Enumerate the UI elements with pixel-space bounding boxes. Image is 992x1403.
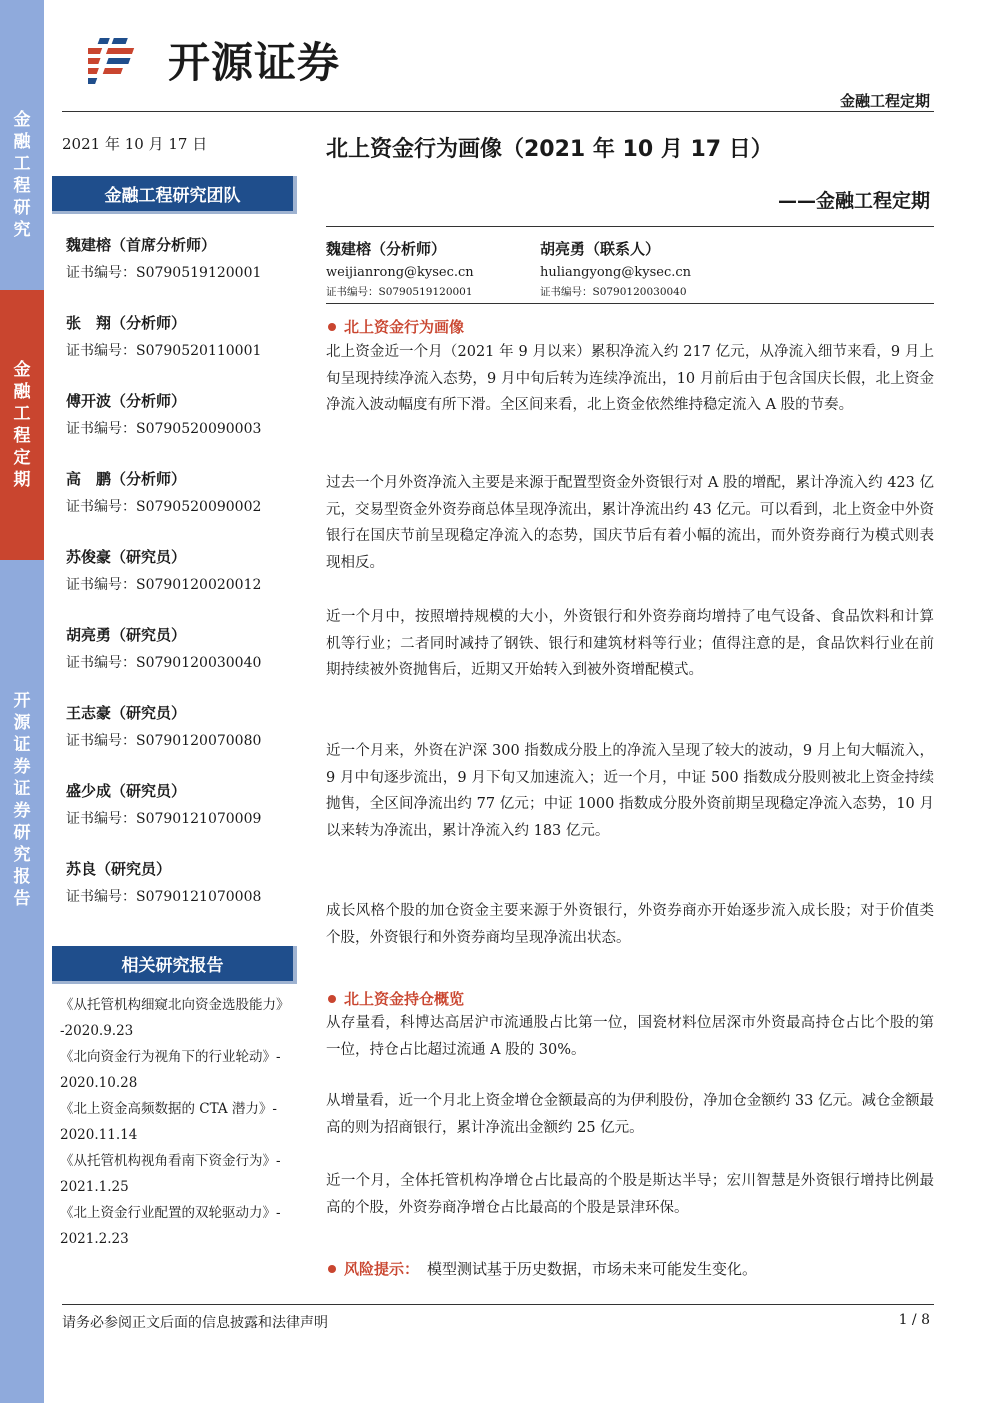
analyst-entry (66, 468, 306, 518)
analyst-cert: 证书编号：S0790120070080 (66, 733, 262, 749)
section-heading: 北上资金行为画像 (328, 316, 464, 337)
analyst-name: 王志豪（研究员） (66, 704, 187, 722)
author-cert: 证书编号：S0790519120001 (326, 286, 473, 298)
related-reports-list (60, 992, 318, 1252)
body-paragraph: 从存量看，科博达高居沪市流通股占比第一位，国瓷材料位居深市外资最高持仓占比个股的第一位，持仓占比超过流通 A 股的 30%。 (326, 1015, 934, 1058)
author-name: 魏建榕（分析师） (326, 240, 447, 258)
analyst-cert: 证书编号：S0790520110001 (66, 343, 262, 359)
analyst-name: 苏俊豪（研究员） (66, 548, 187, 566)
analyst-name: 傅开波（分析师） (66, 392, 187, 410)
body-paragraph: 近一个月中，按照增持规模的大小，外资银行和外资券商均增持了电气设备、食品饮料和计算机等行业；二者同时减持了钢铁、银行和建筑材料等行业；值得注意的是，食品饮料行业在前期持续被外资抛售后，近期又开始转入到被外资增配模式。 (326, 609, 934, 678)
report-date: 2021.2.23 (60, 1231, 129, 1247)
analyst-entry (66, 780, 306, 830)
report-link[interactable]: 《从托管机构细窥北向资金选股能力》 (60, 997, 290, 1013)
author-email[interactable]: weijianrong@kysec.cn (326, 265, 474, 280)
page-title: 北上资金行为画像（2021 年 10 月 17 日） (326, 137, 773, 162)
title-divider (326, 226, 934, 227)
analyst-entry (66, 624, 306, 674)
analyst-entry (66, 702, 306, 752)
risk-warning (328, 1258, 757, 1279)
analyst-name: 魏建榕（首席分析师） (66, 236, 217, 254)
analyst-entry (66, 858, 306, 908)
sidebar-label-periodic: 金 融 工 程 定 期 (0, 290, 44, 560)
page-number: 1 / 8 (898, 1312, 930, 1328)
body-paragraph: 近一个月来，外资在沪深 300 指数成分股上的净流入呈现了较大的波动，9 月上旬大幅流入，9 月中旬逐步流出，9 月下旬又加速流入；近一个月，中证 500 指数成分股则被北上资金持续抛售，全区间净流出约 77 亿元；中证 1000 指数成分股外资前期呈现稳定净流入态势，10 月以来转为净流出，累计净流入约 183 亿元。 (326, 743, 934, 839)
body-paragraph: 从增量看，近一个月北上资金增仓金额最高的为伊利股份，净加仓金额约 33 亿元。减仓金额最高的则为招商银行，累计净流出金额约 25 亿元。 (326, 1093, 934, 1136)
risk-label: 风险提示： (344, 1260, 420, 1278)
author-email[interactable]: huliangyong@kysec.cn (540, 265, 692, 280)
analyst-cert: 证书编号：S0790120030040 (66, 655, 262, 671)
author-block (326, 238, 474, 300)
footer-disclaimer: 请务必参阅正文后面的信息披露和法律声明 (62, 1315, 328, 1331)
report-date: 2021.1.25 (60, 1179, 129, 1195)
section-heading: 北上资金持仓概览 (328, 988, 464, 1009)
report-date: 2021 年 10 月 17 日 (62, 135, 208, 153)
analyst-cert: 证书编号：S0790520090002 (66, 499, 262, 515)
report-date: 2020.11.14 (60, 1127, 138, 1143)
sidebar-label-securities-report: 开 源 证 券 证 券 研 究 报 告 (13, 691, 31, 909)
report-link[interactable]: 《北上资金行业配置的双轮驱动力》- (60, 1205, 281, 1221)
analyst-name: 苏良（研究员） (66, 860, 172, 878)
company-logo (88, 30, 388, 90)
footer-divider (62, 1304, 934, 1305)
analyst-name: 高 鹏（分析师） (66, 470, 187, 488)
analyst-cert: 证书编号：S0790519120001 (66, 265, 262, 281)
body-paragraph: 北上资金近一个月（2021 年 9 月以来）累积净流入约 217 亿元，从净流入细节来看，9 月上旬呈现持续净流入态势，9 月中旬后转为连续净流出，10 月前后由于包含国庆长假，北上资金净流入波动幅度有所下滑。全区间来看，北上资金依然维持稳定流入 A 股的节奏。 (326, 344, 934, 413)
analyst-entry (66, 234, 306, 284)
analyst-cert: 证书编号：S0790120020012 (66, 577, 262, 593)
company-name: 开源证券 (168, 38, 341, 87)
sidebar-label-research: 金 融 工 程 研 究 (0, 60, 44, 290)
author-cert: 证书编号：S0790120030040 (540, 286, 687, 298)
report-date: -2020.9.23 (60, 1023, 134, 1039)
analyst-cert: 证书编号：S0790520090003 (66, 421, 262, 437)
body-paragraph: 近一个月，全体托管机构净增仓占比最高的个股是斯达半导；宏川智慧是外资银行增持比例最高的个股，外资券商净增仓占比最高的个股是景津环保。 (326, 1173, 934, 1216)
report-link[interactable]: 《北向资金行为视角下的行业轮动》- (60, 1049, 281, 1065)
body-paragraph: 过去一个月外资净流入主要是来源于配置型资金外资银行对 A 股的增配，累计净流入约 423 亿元，交易型资金外资券商总体呈现净流出，累计净流出约 43 亿元。可以看到，北上资金中外资银行在国庆节前呈现稳定净流入的态势，国庆节后有着小幅的流出，而外资券商行为模式则表现相反。 (326, 475, 934, 571)
author-name: 胡亮勇（联系人） (540, 240, 661, 258)
kysec-logo-icon (88, 32, 158, 88)
analyst-entry (66, 312, 306, 362)
report-date: 2020.10.28 (60, 1075, 138, 1091)
analyst-name: 张 翔（分析师） (66, 314, 187, 332)
related-reports-heading: 相关研究报告 (52, 946, 297, 984)
page-subtitle: ——金融工程定期 (777, 190, 930, 212)
bullet-icon (328, 1265, 336, 1273)
report-link[interactable]: 《从托管机构视角看南下资金行为》- (60, 1153, 281, 1169)
body-paragraph: 成长风格个股的加仓资金主要来源于外资银行，外资券商亦开始逐步流入成长股；对于价值类个股，外资银行和外资券商均呈现净流出状态。 (326, 903, 934, 946)
bullet-icon (328, 323, 336, 331)
team-heading: 金融工程研究团队 (52, 176, 297, 214)
analyst-name: 胡亮勇（研究员） (66, 626, 187, 644)
analyst-name: 盛少成（研究员） (66, 782, 187, 800)
risk-text: 模型测试基于历史数据，市场未来可能发生变化。 (427, 1260, 758, 1278)
analyst-entry (66, 390, 306, 440)
analyst-cert: 证书编号：S0790121070008 (66, 889, 262, 905)
bullet-icon (328, 995, 336, 1003)
analyst-entry (66, 546, 306, 596)
report-link[interactable]: 《北上资金高频数据的 CTA 潜力》- (60, 1101, 277, 1117)
header-section-label: 金融工程定期 (839, 92, 930, 110)
header-divider (62, 111, 934, 112)
analyst-cert: 证书编号：S0790121070009 (66, 811, 262, 827)
author-divider (326, 303, 934, 304)
author-block (540, 238, 691, 300)
